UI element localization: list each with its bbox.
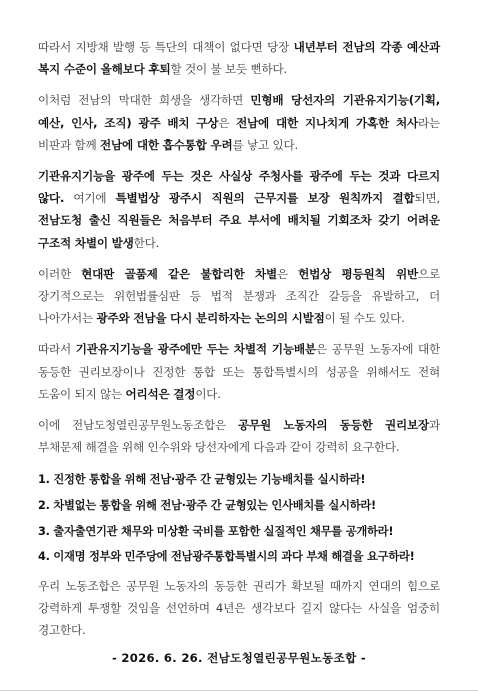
body-text: 이처럼 전남의 막대한 희생을 생각하면 [38,93,251,108]
body-text: 으로 장기적으로는 위헌법률심판 등 법적 분쟁과 조직간 갈등을 유발하고, 더 나아가서는 [38,266,440,326]
emphasis-text: 광주와 전남을 다시 분리하자는 논의의 시발점 [96,311,325,326]
demand-item: 3. 출자출연기관 채무와 미상환 국비를 포함한 실질적인 채무를 공개하라! [38,524,394,538]
body-text: 과 부채문제 해결을 위해 인수위와 당선자에게 다음과 같이 강력히 요구한다. [38,418,440,455]
emphasis-text: 현대판 골품제 같은 불합리한 차별 [81,266,277,281]
body-text: 되면, [414,191,440,206]
body-text: 를 낳고 있다. [232,137,298,152]
statement-body [38,36,440,458]
emphasis-text: 전남에 대한 흡수통합 우려 [99,137,233,152]
body-paragraph [38,165,440,254]
emphasis-text: 민형배 당선자의 기관유지기능(기획, 예산, 인사, 조직) 광주 배치 구상 [38,93,440,130]
demand-list [38,467,440,569]
body-paragraph [38,414,440,458]
body-text: 이다. [195,386,221,401]
body-paragraph [38,36,440,80]
demand-item: 4. 이재명 정부와 민주당에 전남광주통합특별시의 과다 부채 해결을 요구하라! [38,550,415,564]
body-text: 할 것이 불 보듯 뻔하다. [170,62,287,77]
emphasis-text: 내년부터 전남의 각종 예산과 복지 수준이 올해보다 후퇴 [38,40,440,77]
body-paragraph [38,263,440,330]
closing-paragraph: 우리 노동조합은 공무원 노동자의 동등한 권리가 확보될 때까지 연대의 힘으로 강력하게 투쟁할 것임을 선언하며 4년은 생각보다 길지 않다는 사실을 엄중히 경고한다. [38,578,440,638]
body-paragraph [38,338,440,405]
emphasis-text: 어리석은 결정 [125,386,196,401]
body-text: 따라서 [38,342,76,357]
body-paragraph [38,89,440,156]
body-text: 라는 비판과 함께 [38,115,440,152]
emphasis-text: 전남도청 출신 직원들은 처음부터 주요 부서에 배치될 기회조차 갖기 어려운 구조적 차별이 발생 [38,213,440,250]
body-text: 이 될 수도 있다. [324,311,405,326]
emphasis-text: 기관유지기능을 광주에 두는 것은 사실상 주청사를 광주에 두는 것과 다르지 않다. [38,169,440,206]
body-text: 한다. [133,235,160,250]
emphasis-text: 공무원 노동자의 동등한 권리보장 [237,418,429,433]
signature-line: - 2026. 6. 26. 전남도청열린공무원노동조합 - [111,651,367,666]
emphasis-text: 특별법상 광주시 직원의 근무지를 보장 원칙까지 결합 [115,191,415,206]
emphasis-text: 기관유지기능을 광주에만 두는 차별적 기능배분 [75,342,316,357]
emphasis-text: 전남에 대한 지나치게 가혹한 처사 [236,115,418,130]
demand-item: 1. 진정한 통합을 위해 전남·광주 간 균형있는 기능배치를 실시하라! [38,473,366,487]
body-text: 이에 전남도청열린공무원노동조합은 [38,418,238,433]
body-text: 이러한 [38,266,82,281]
demand-item: 2. 차별없는 통합을 위해 전남·광주 간 균형있는 인사배치를 실시하라! [38,499,376,513]
body-text: 은 [276,266,299,281]
body-text: 은 공무원 노동자에 대한 동등한 권리보장이나 진정한 통합 또는 통합특별시의 성공을 위해서도 전혀 도움이 되지 않는 [38,342,441,401]
body-text: 따라서 지방채 발행 등 특단의 대책이 없다면 당장 [38,40,294,54]
bottom-divider [0,690,478,691]
emphasis-text: 헌법상 평등원칙 위반 [298,266,418,281]
body-text: 은 [218,115,237,130]
body-text: 여기에 [64,191,116,206]
